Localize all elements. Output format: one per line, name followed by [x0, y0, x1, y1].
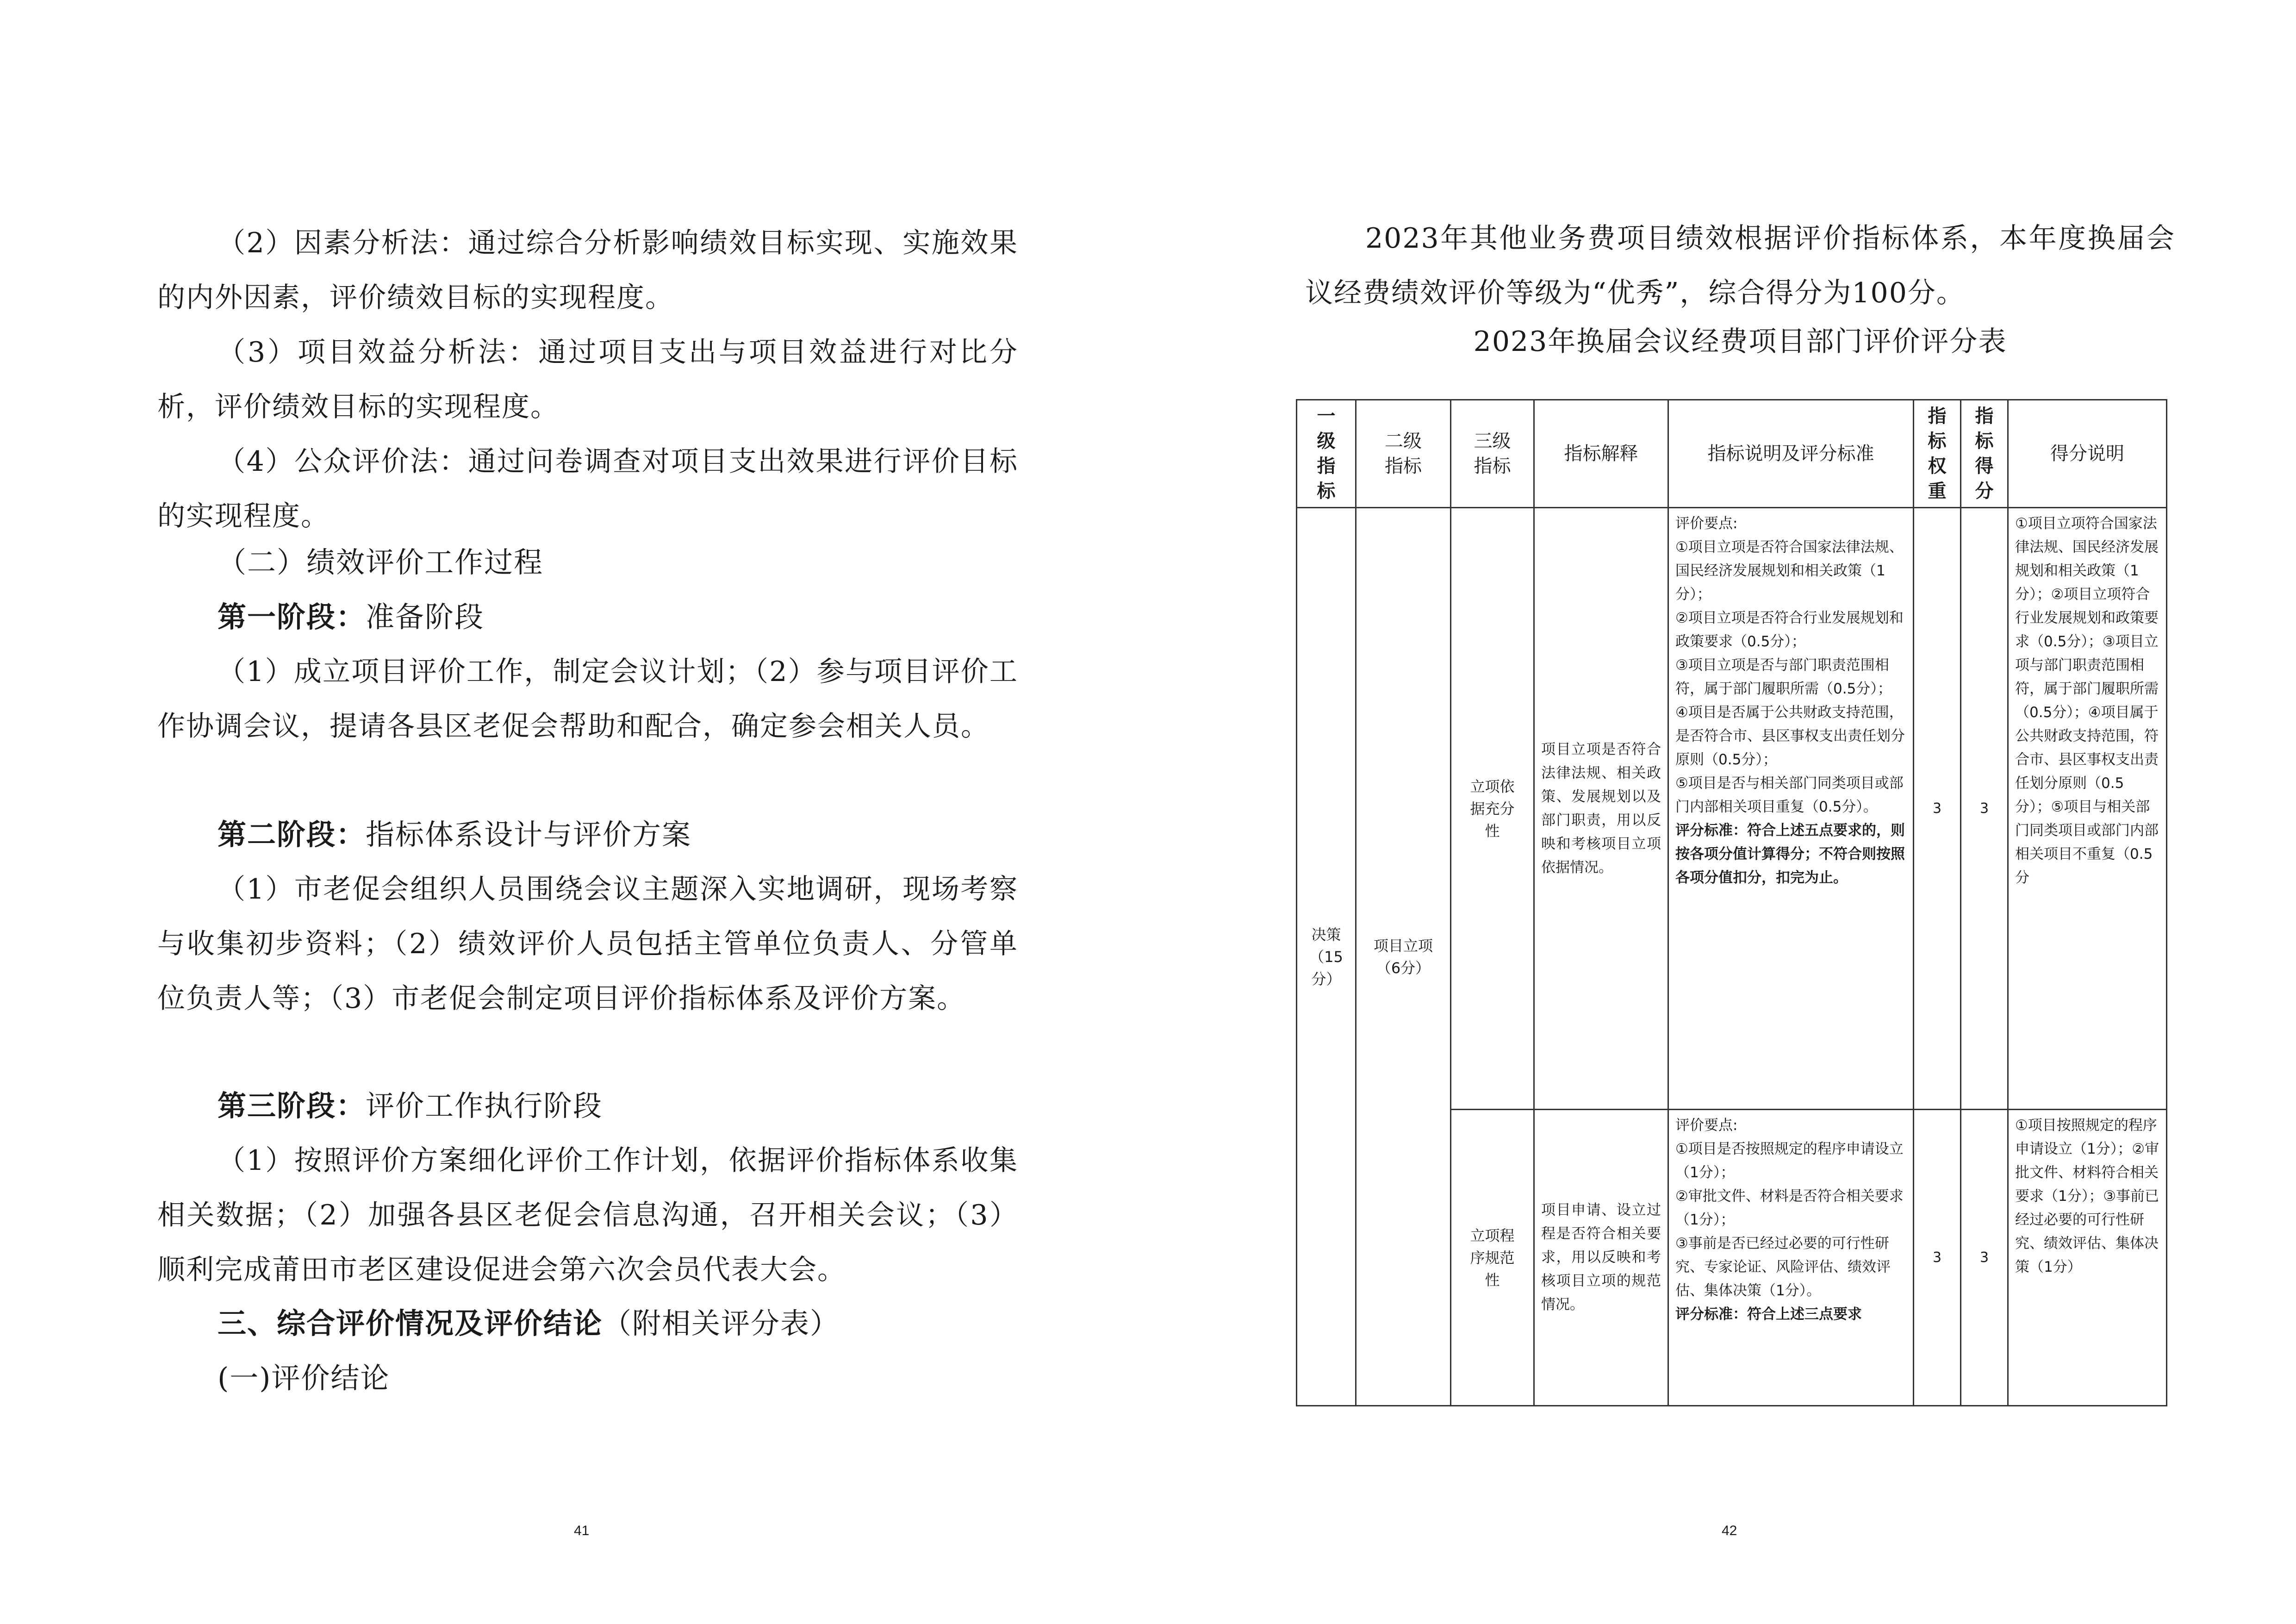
- criteria-cell: [1668, 1110, 1914, 1406]
- table-header-row: [1297, 400, 2167, 508]
- header-explain: 指标解释: [1534, 400, 1668, 508]
- page-number: 41: [574, 1523, 590, 1538]
- section-heading-process: [218, 535, 543, 590]
- header-score: 指标得分: [1961, 400, 2008, 508]
- level3-cell-text: 立项程序规范性: [1470, 1226, 1515, 1289]
- stage2-label: 第二阶段：: [218, 818, 366, 851]
- criteria-point: ⑤项目是否与相关部门同类项目或部门内部相关项目重复（0.5分）。: [1675, 775, 1904, 815]
- stage2-heading: [218, 807, 691, 862]
- subsection-text: (一)评价结论: [218, 1361, 390, 1395]
- stage3-heading: [218, 1079, 603, 1133]
- header-criteria: 指标说明及评分标准: [1668, 400, 1914, 508]
- stage2-text: （1）市老促会组织人员围绕会议主题深入实地调研，现场考察与收集初步资料；（2）绩效评价人员包括主管单位负责人、分管单位负责人等；（3）市老促会制定项目评价指标体系及评价方案。: [157, 873, 1018, 1015]
- paragraph-factor-analysis: （2）因素分析法：通过综合分析影响绩效目标实现、实施效果的内外因素，评价绩效目标的实现程度。: [157, 227, 1018, 314]
- page-number: 42: [1722, 1523, 1737, 1538]
- header-level1: 一级指标: [1297, 400, 1356, 508]
- stage1-text: （1）成立项目评价工作，制定会议计划；（2）参与项目评价工作协调会议，提请各县区老促会帮助和配合，确定参会相关人员。: [157, 656, 1018, 743]
- stage3-label: 第三阶段：: [218, 1089, 366, 1123]
- criteria-point: ①项目立项是否符合国家法律法规、国民经济发展规划和相关政策（1分）；: [1675, 539, 1904, 603]
- section-three-heading: [218, 1296, 840, 1351]
- header-level2: 二级指标: [1356, 400, 1451, 508]
- stage2-title: 指标体系设计与评价方案: [366, 818, 692, 851]
- subsection-heading: [218, 1351, 390, 1405]
- explain-cell: 项目申请、设立过程是否符合相关要求，用以反映和考核项目立项的规范情况。: [1534, 1110, 1668, 1406]
- score-table: [1296, 399, 2167, 1406]
- header-level3: 三级指标: [1451, 400, 1534, 508]
- explain-cell: 项目立项是否符合法律法规、相关政策、发展规划以及部门职责，用以反映和考核项目立项依据情况。: [1534, 508, 1668, 1110]
- criteria-standard: 评分标准：符合上述五点要求的，则按各项分值计算得分；不符合则按照各项分值扣分，扣完为止。: [1675, 822, 1905, 886]
- level1-cell-text: 决策（15分）: [1309, 925, 1343, 988]
- level2-cell-text: 项目立项（6分）: [1373, 937, 1433, 977]
- criteria-point: ④项目是否属于公共财政支持范围，是否符合市、县区事权支出责任划分原则（0.5分）；: [1675, 704, 1905, 768]
- note-cell: ①项目按照规定的程序申请设立（1分）；②审批文件、材料符合相关要求（1分）；③事前已经过必要的可行性研究、绩效评估、集体决策（1分）: [2008, 1110, 2167, 1406]
- right-page: [1148, 0, 2296, 1624]
- criteria-point: ③事前是否已经过必要的可行性研究、专家论证、风险评估、绩效评估、集体决策（1分）。: [1675, 1235, 1891, 1299]
- criteria-point: ③项目立项是否与部门职责范围相符，属于部门履职所需（0.5分）；: [1675, 657, 1892, 697]
- stage1-label: 第一阶段：: [218, 600, 366, 634]
- note-cell: ①项目立项符合国家法律法规、国民经济发展规划和相关政策（1分）；②项目立项符合行业发展规划和政策要求（0.5分）；③项目立项与部门职责范围相符，属于部门履职所需（0.5分）；④项目属于公共财政支持范围，符合市、县区事权支出责任划分原则（0.5分）；⑤项目与相关部门同类项目或部门内部相关项目不重复（0.5分: [2008, 508, 2167, 1110]
- header-weight: 指标权重: [1914, 400, 1961, 508]
- level2-cell: [1356, 508, 1451, 1406]
- criteria-point: 评价要点:: [1675, 515, 1738, 532]
- level3-cell-text: 立项依据充分性: [1470, 777, 1515, 840]
- criteria-point: ②审批文件、材料是否符合相关要求（1分）；: [1675, 1188, 1904, 1228]
- score-cell: 3: [1961, 1110, 2008, 1406]
- criteria-point: ①项目是否按照规定的程序申请设立（1分）；: [1675, 1141, 1904, 1181]
- table-title: 2023年换届会议经费项目部门评价评分表: [1473, 325, 2007, 358]
- weight-cell: 3: [1914, 1110, 1961, 1406]
- stage1-heading: [218, 590, 484, 644]
- table-row: [1297, 508, 2167, 1110]
- section-three-note: （附相关评分表）: [603, 1306, 840, 1340]
- section-three-bold: 三、综合评价情况及评价结论: [218, 1306, 603, 1340]
- criteria-point: 评价要点:: [1675, 1117, 1738, 1134]
- paragraph-benefit-analysis: （3）项目效益分析法：通过项目支出与项目效益进行对比分析，评价绩效目标的实现程度。: [157, 336, 1018, 423]
- stage3-text: （1）按照评价方案细化评价工作计划，依据评价指标体系收集相关数据；（2）加强各县区老促会信息沟通，召开相关会议；（3）顺利完成莆田市老区建设促进会第六次会员代表大会。: [157, 1144, 1018, 1286]
- criteria-standard: 评分标准：符合上述三点要求: [1675, 1306, 1862, 1323]
- header-note: 得分说明: [2008, 400, 2167, 508]
- level3-cell: [1451, 508, 1534, 1110]
- paragraph-public-evaluation: （4）公众评价法：通过问卷调查对项目支出效果进行评价目标的实现程度。: [157, 445, 1018, 532]
- score-cell: 3: [1961, 508, 2008, 1110]
- stage1-title: 准备阶段: [366, 600, 485, 634]
- weight-cell: 3: [1914, 508, 1961, 1110]
- section-heading-process-text: （二）绩效评价工作过程: [218, 545, 544, 579]
- level1-cell: [1297, 508, 1356, 1406]
- criteria-point: ②项目立项是否符合行业发展规划和政策要求（0.5分）；: [1675, 610, 1904, 650]
- criteria-cell: [1668, 508, 1914, 1110]
- stage3-title: 评价工作执行阶段: [366, 1089, 603, 1123]
- level3-cell: [1451, 1110, 1534, 1406]
- intro-paragraph: 2023年其他业务费项目绩效根据评价指标体系，本年度换届会议经费绩效评价等级为“优秀”，综合得分为100分。: [1305, 222, 2175, 309]
